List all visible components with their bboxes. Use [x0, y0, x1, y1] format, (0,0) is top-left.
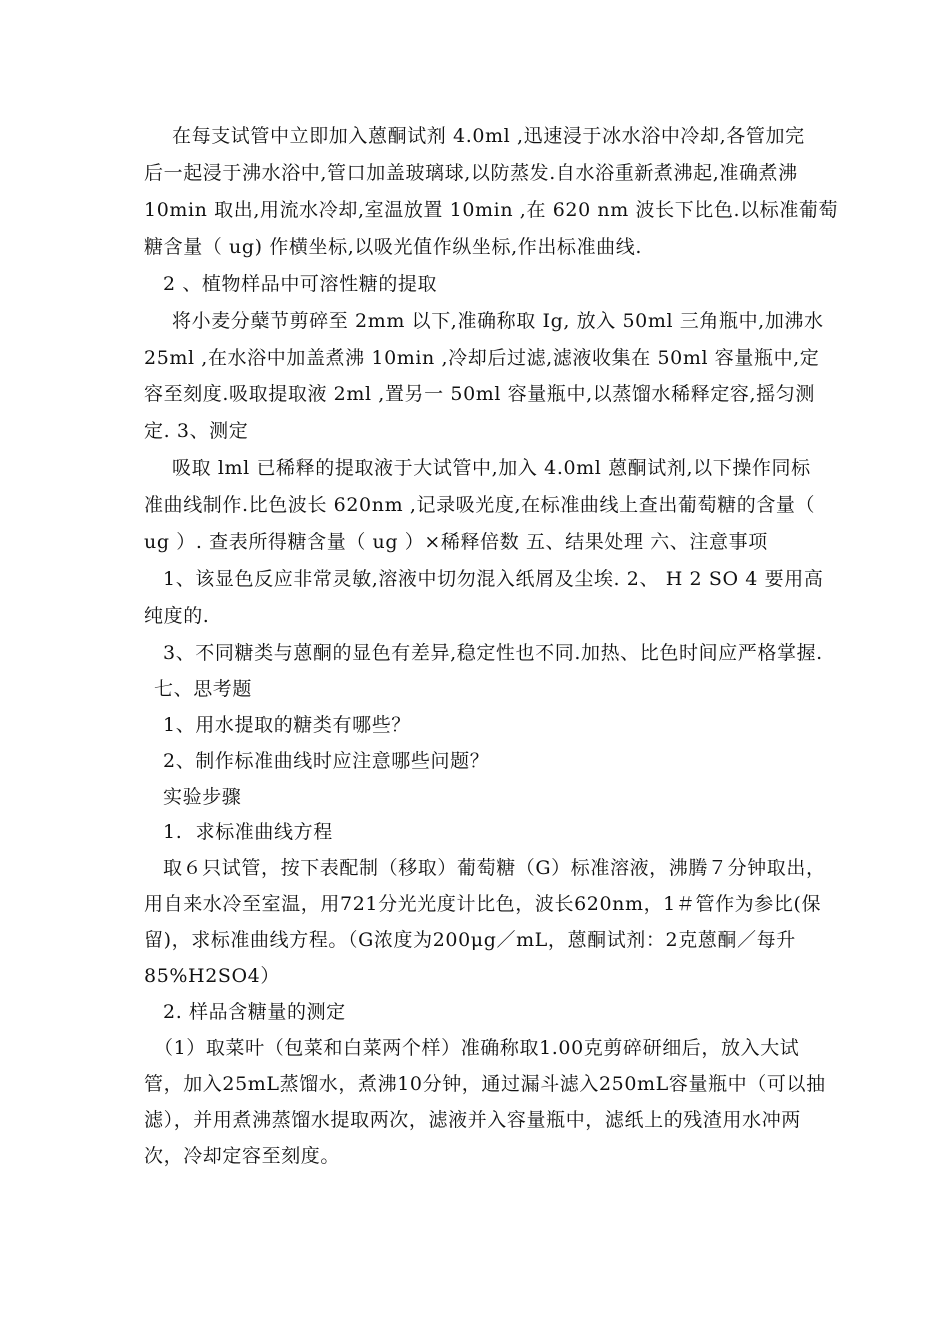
section-heading: 2 、植物样品中可溶性糖的提取 [163, 273, 438, 295]
section-heading: 2. 样品含糖量的测定 [163, 1001, 346, 1023]
list-item: 1、用水提取的糖类有哪些？ [163, 714, 411, 736]
paragraph-line: 纯度的. [144, 605, 210, 627]
paragraph-line: 取６只试管，按下表配制（移取）葡萄糖（G）标准溶液，沸腾７分钟取出， [163, 857, 826, 879]
paragraph-line: 管，加入25mL蒸馏水，煮沸10分钟，通过漏斗滤入250mL容量瓶中（可以抽 [144, 1073, 826, 1095]
paragraph-line: 糖含量（ ug) 作横坐标,以吸光值作纵坐标,作出标准曲线. [144, 236, 643, 258]
paragraph-line: 定. 3、测定 [144, 420, 249, 442]
paragraph-line: 后一起浸于沸水浴中,管口加盖玻璃球,以防蒸发.自水浴重新煮沸起,准确煮沸 [144, 162, 798, 184]
paragraph-line: 吸取 lml 已稀释的提取液于大试管中,加入 4.0ml 蒽酮试剂,以下操作同标 [172, 457, 811, 479]
paragraph-line: 3、不同糖类与蒽酮的显色有差异,稳定性也不同.加热、比色时间应严格掌握. [163, 642, 823, 664]
paragraph-line: 次，冷却定容至刻度。 [144, 1145, 341, 1167]
list-item: 2、制作标准曲线时应注意哪些问题？ [163, 750, 490, 772]
paragraph-line: 25ml ,在水浴中加盖煮沸 10min ,冷却后过滤,滤液收集在 50ml 容量瓶中,定 [144, 347, 820, 369]
paragraph-line: 在每支试管中立即加入蒽酮试剂 4.0ml ,迅速浸于冰水浴中冷却,各管加完 [172, 125, 805, 147]
paragraph-line: 留)，求标准曲线方程。（G浓度为200μg／mL，蒽酮试剂：2克蒽酮／每升 [144, 929, 796, 951]
paragraph-line: （1）取菜叶（包菜和白菜两个样）准确称取1.00克剪碎研细后，放入大试 [154, 1037, 800, 1059]
section-heading: 七、思考题 [154, 678, 253, 700]
paragraph-line: ug ）. 查表所得糖含量（ ug ）×稀释倍数 五、结果处理 六、注意事项 [144, 531, 768, 553]
paragraph-line: 85%H2SO4） [144, 965, 280, 987]
paragraph-line: 滤），并用煮沸蒸馏水提取两次，滤液并入容量瓶中，滤纸上的残渣用水冲两 [144, 1109, 801, 1131]
paragraph-line: 容至刻度.吸取提取液 2ml ,置另一 50ml 容量瓶中,以蒸馏水稀释定容,摇匀测 [144, 383, 815, 405]
paragraph-line: 准曲线制作.比色波长 620nm ,记录吸光度,在标准曲线上查出葡萄糖的含量（ [144, 494, 816, 516]
paragraph-line: 10min 取出,用流水冷却,室温放置 10min ,在 620 nm 波长下比色.以标准葡萄 [144, 199, 839, 221]
section-heading: 1. 求标准曲线方程 [163, 821, 333, 843]
paragraph-line: 用自来水冷至室温，用721分光光度计比色，波长620nm，1＃管作为参比(保 [144, 893, 822, 915]
section-heading: 实验步骤 [163, 786, 242, 808]
paragraph-line: 1、该显色反应非常灵敏,溶液中切勿混入纸屑及尘埃. 2、 H 2 SO 4 要用高 [163, 568, 824, 590]
paragraph-line: 将小麦分蘖节剪碎至 2mm 以下,准确称取 Ig, 放入 50ml 三角瓶中,加沸水 [172, 310, 824, 332]
